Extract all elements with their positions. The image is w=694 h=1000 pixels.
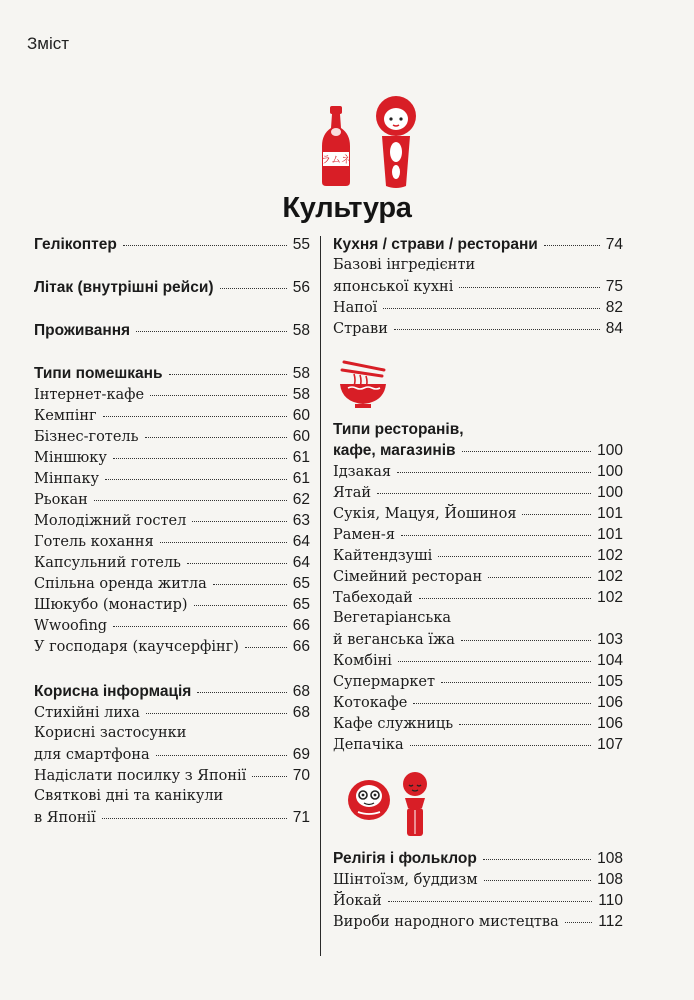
toc-entry[interactable]: Ятай 100 — [333, 484, 623, 501]
toc-entry[interactable]: Готель кохання 64 — [34, 533, 310, 550]
toc-entry[interactable]: Міншюку 61 — [34, 449, 310, 466]
toc-right-column — [333, 234, 623, 932]
ramune-bottle-icon — [320, 104, 360, 188]
toc-entry[interactable]: Шюкубо (монастир) 65 — [34, 596, 310, 613]
toc-entry[interactable]: Типи помешкань 58 — [34, 365, 310, 382]
toc-entry[interactable]: кафе, магазинів 100 — [333, 442, 623, 459]
toc-entry[interactable]: Шінтоїзм, буддизм 108 — [333, 871, 623, 888]
toc-entry-line[interactable]: Базові інгредієнти — [333, 257, 476, 273]
toc-entry[interactable]: Комбіні 104 — [333, 652, 623, 669]
toc-entry[interactable]: японської кухні 75 — [333, 278, 623, 295]
toc-entry[interactable]: Кемпінг 60 — [34, 407, 310, 424]
toc-entry[interactable]: Капсульний готель 64 — [34, 554, 310, 571]
toc-entry-line[interactable]: Святкові дні та канікули — [34, 788, 224, 804]
toc-entry[interactable]: Мінпаку 61 — [34, 470, 310, 487]
toc-entry[interactable]: Йокай 110 — [333, 892, 623, 909]
toc-entry-line[interactable]: Корисні застосунки — [34, 725, 187, 741]
toc-entry[interactable]: Кухня / страви / ресторани 74 — [333, 236, 623, 253]
toc-entry[interactable]: Гелікоптер 55 — [34, 236, 310, 253]
toc-entry[interactable]: Рьокан 62 — [34, 491, 310, 508]
toc-entry[interactable]: Сімейний ресторан 102 — [333, 568, 623, 585]
ramune-label: ラムネ — [321, 155, 351, 166]
toc-entry[interactable]: в Японії 71 — [34, 809, 310, 826]
toc-entry[interactable]: Кафе служниць 106 — [333, 715, 623, 732]
toc-entry[interactable]: Релігія і фольклор 108 — [333, 850, 623, 867]
toc-entry[interactable]: Котокафе 106 — [333, 694, 623, 711]
toc-entry[interactable]: Проживання 58 — [34, 322, 310, 339]
toc-entry[interactable]: Надіслати посилку з Японії 70 — [34, 767, 310, 784]
toc-entry[interactable]: Корисна інформація 68 — [34, 683, 310, 700]
toc-entry[interactable]: Кайтендзуші 102 — [333, 547, 623, 564]
toc-entry[interactable]: Депачіка 107 — [333, 736, 623, 753]
toc-entry-line[interactable]: Вегетаріанська — [333, 610, 452, 626]
toc-entry[interactable]: Інтернет-кафе 58 — [34, 386, 310, 403]
toc-entry-line[interactable]: Типи ресторанів, — [333, 421, 464, 438]
kokeshi-doll-icon — [372, 94, 420, 190]
toc-entry[interactable]: Напої 82 — [333, 299, 623, 316]
toc-entry[interactable]: Страви 84 — [333, 320, 623, 337]
toc-entry[interactable]: Супермаркет 105 — [333, 673, 623, 690]
toc-entry[interactable]: Рамен-я 101 — [333, 526, 623, 543]
toc-entry[interactable]: й веганська їжа 103 — [333, 631, 623, 648]
toc-entry[interactable]: Табеходай 102 — [333, 589, 623, 606]
toc-entry[interactable]: Молодіжний гостел 63 — [34, 512, 310, 529]
toc-entry[interactable]: Спільна оренда житла 65 — [34, 575, 310, 592]
toc-entry[interactable]: Сукія, Мацуя, Йошиноя 101 — [333, 505, 623, 522]
running-head: Зміст — [27, 34, 70, 53]
toc-entry[interactable]: Стихійні лиха 68 — [34, 704, 310, 721]
toc-entry[interactable]: Літак (внутрішні рейси) 56 — [34, 279, 310, 296]
toc-entry[interactable]: для смартфона 69 — [34, 746, 310, 763]
toc-entry[interactable]: Бізнес-готель 60 — [34, 428, 310, 445]
toc-entry[interactable]: Ідзакая 100 — [333, 463, 623, 480]
toc-entry[interactable]: Wwoofing 66 — [34, 617, 310, 634]
toc-left-column — [34, 234, 310, 828]
column-divider — [320, 236, 321, 956]
toc-entry[interactable]: Вироби народного мистецтва 112 — [333, 913, 623, 930]
section-title: Культура — [282, 192, 412, 224]
toc-entry[interactable]: У господаря (каучсерфінг) 66 — [34, 638, 310, 655]
